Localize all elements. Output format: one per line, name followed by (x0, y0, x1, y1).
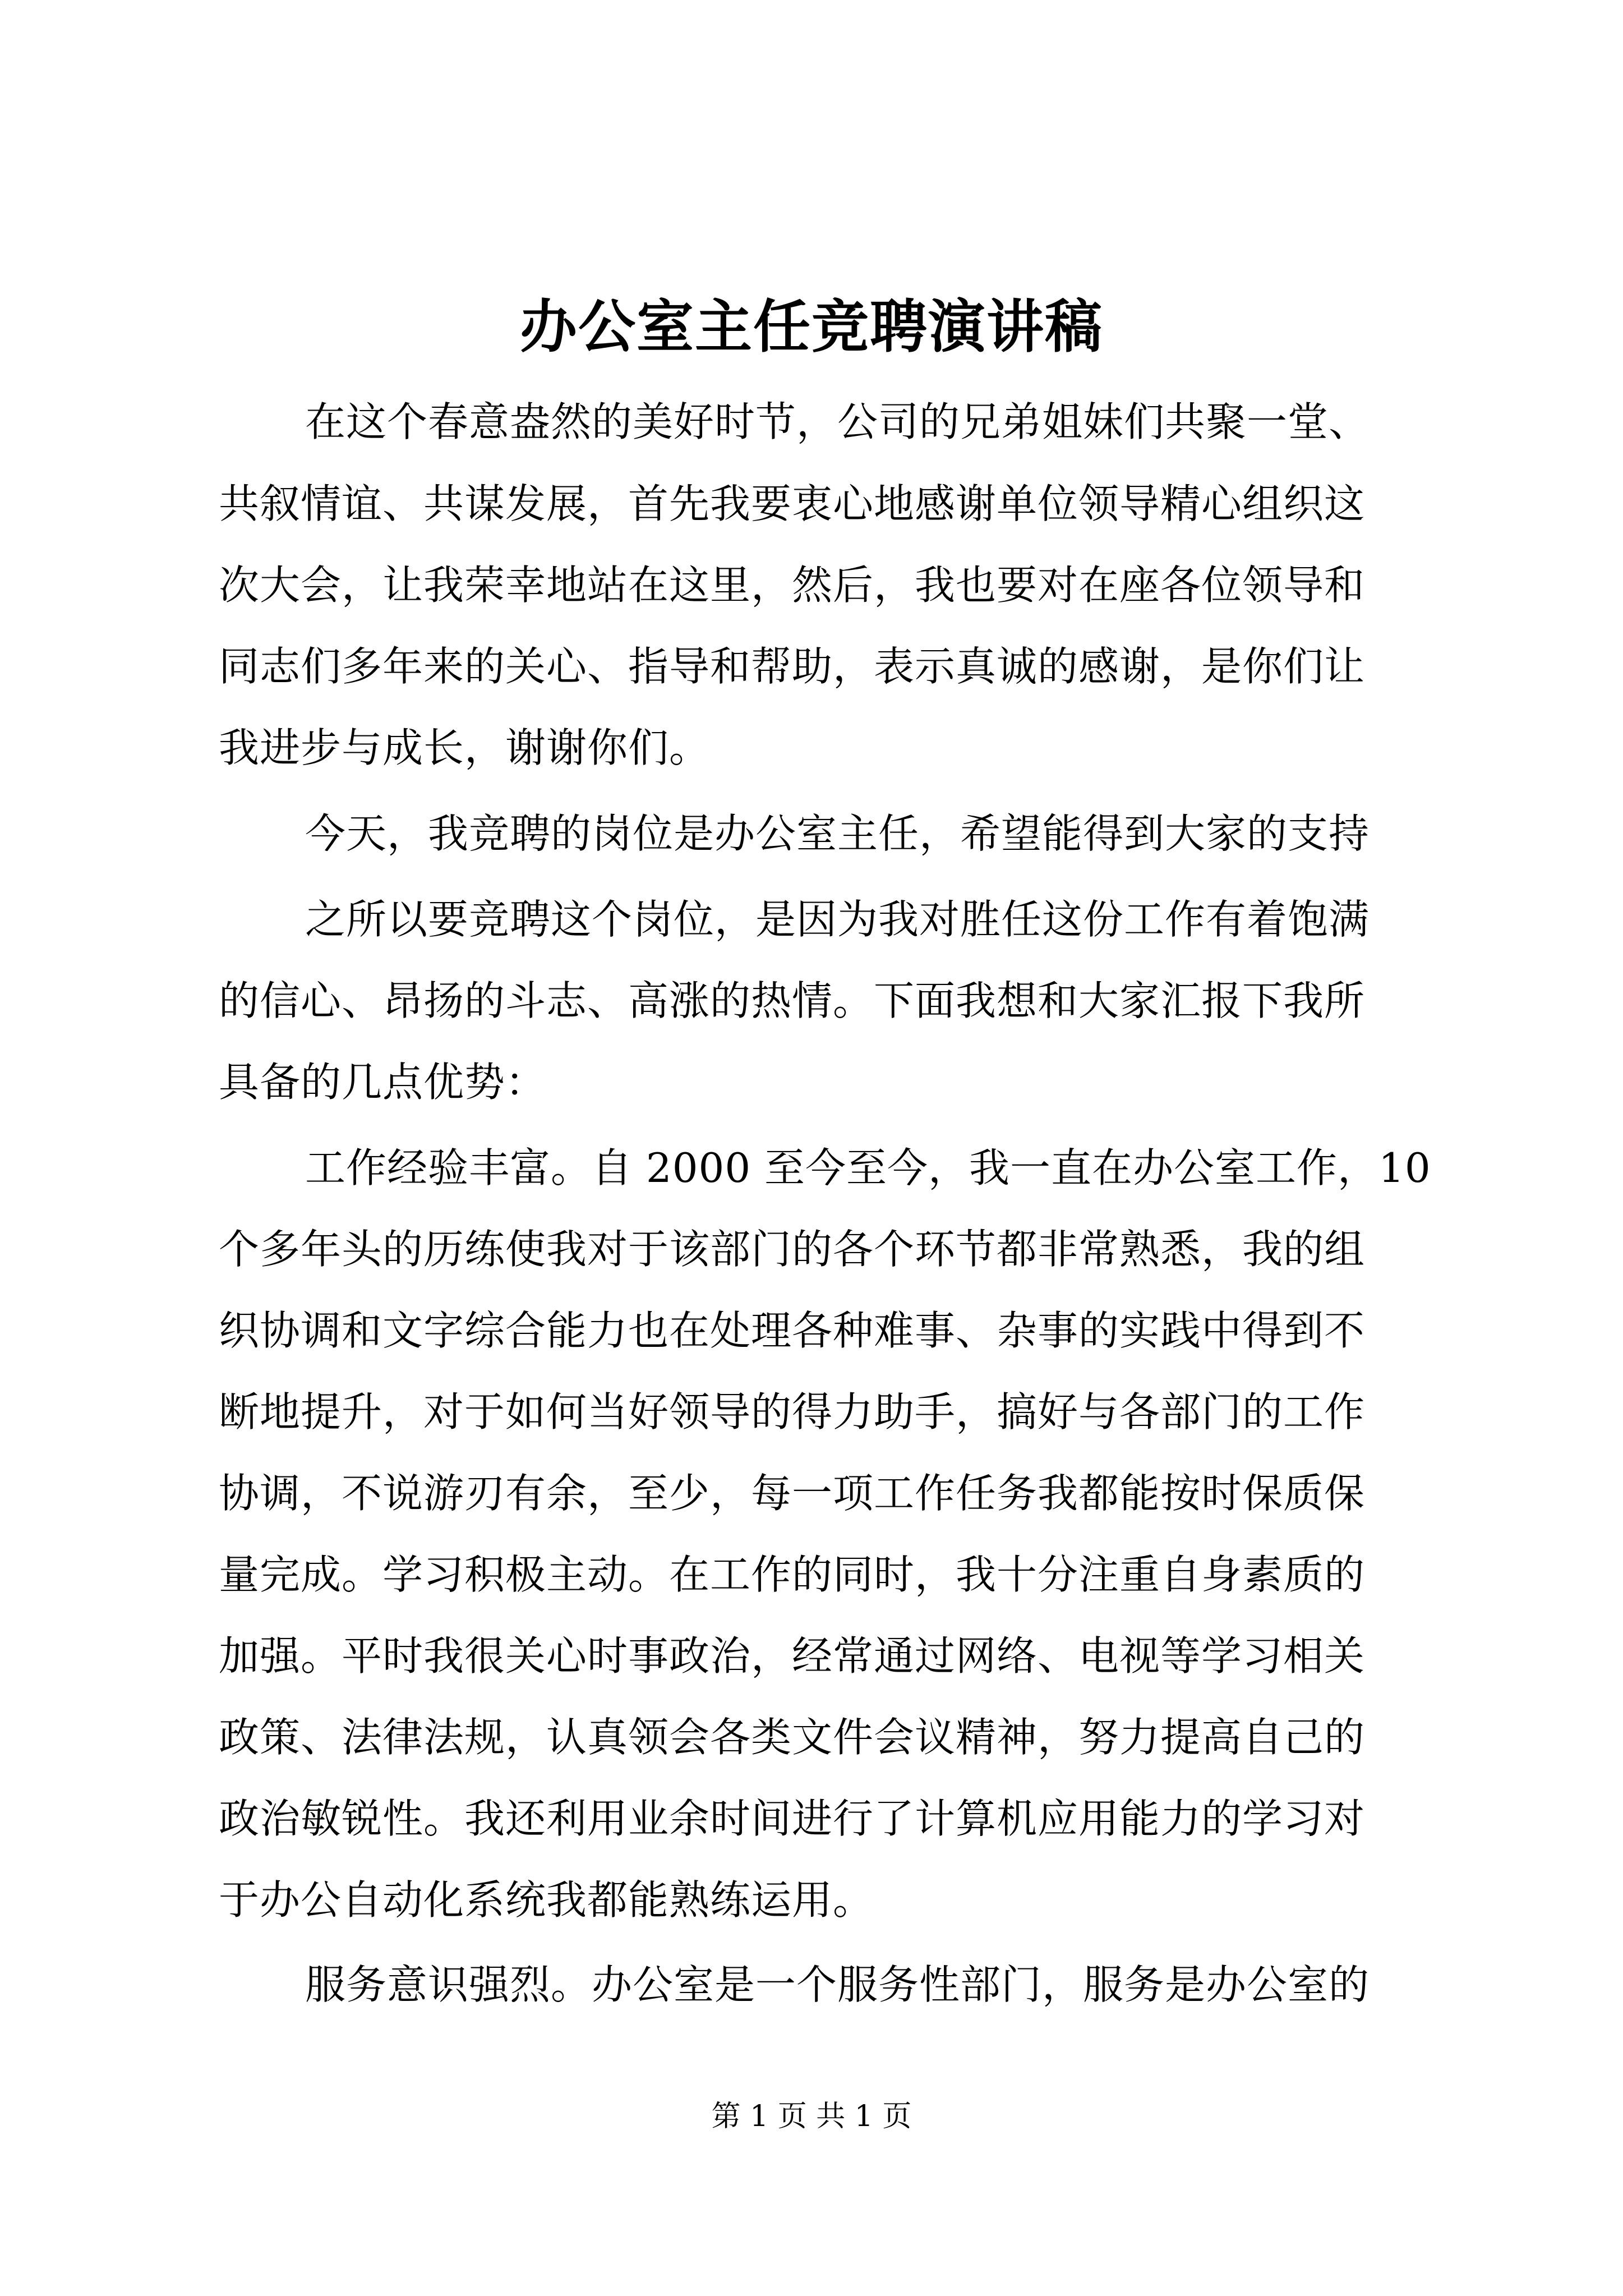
body-line: 服务意识强烈。办公室是一个服务性部门，服务是办公室的 (305, 1961, 1370, 2008)
body-line: 次大会，让我荣幸地站在这里，然后，我也要对在座各位领导和 (219, 562, 1366, 609)
body-line: 之所以要竞聘这个岗位，是因为我对胜任这份工作有着饱满 (305, 896, 1370, 943)
body-line: 加强。平时我很关心时事政治，经常通过网络、电视等学习相关 (219, 1632, 1366, 1680)
body-line: 政策、法律法规，认真领会各类文件会议精神，努力提高自己的 (219, 1714, 1366, 1761)
document-title: 办公室主任竞聘演讲稿 (520, 293, 1103, 361)
body-line: 今天，我竞聘的岗位是办公室主任，希望能得到大家的支持 (305, 810, 1370, 857)
body-line: 织协调和文字综合能力也在处理各种难事、杂事的实践中得到不 (219, 1307, 1366, 1354)
page-footer: 第 1 页 共 1 页 (711, 2100, 912, 2133)
body-line: 工作经验丰富。自 2000 至今至今，我一直在办公室工作，10 (305, 1144, 1431, 1191)
body-line: 量完成。学习积极主动。在工作的同时，我十分注重自身素质的 (219, 1551, 1366, 1598)
body-line: 具备的几点优势： (219, 1059, 547, 1106)
body-line: 在这个春意盎然的美好时节，公司的兄弟姐妹们共聚一堂、 (305, 398, 1370, 445)
body-line: 政治敏锐性。我还利用业余时间进行了计算机应用能力的学习对 (219, 1795, 1366, 1842)
body-line: 的信心、昂扬的斗志、高涨的热情。下面我想和大家汇报下我所 (219, 977, 1366, 1024)
body-line: 于办公自动化系统我都能熟练运用。 (219, 1876, 874, 1924)
body-line: 共叙情谊、共谋发展，首先我要衷心地感谢单位领导精心组织这 (219, 480, 1366, 527)
body-line: 个多年头的历练使我对于该部门的各个环节都非常熟悉，我的组 (219, 1226, 1366, 1273)
body-line: 断地提升，对于如何当好领导的得力助手，搞好与各部门的工作 (219, 1388, 1366, 1435)
body-line: 我进步与成长，谢谢你们。 (219, 724, 711, 771)
body-line: 同志们多年来的关心、指导和帮助，表示真诚的感谢，是你们让 (219, 643, 1366, 690)
body-line: 协调，不说游刃有余，至少，每一项工作任务我都能按时保质保 (219, 1470, 1366, 1517)
